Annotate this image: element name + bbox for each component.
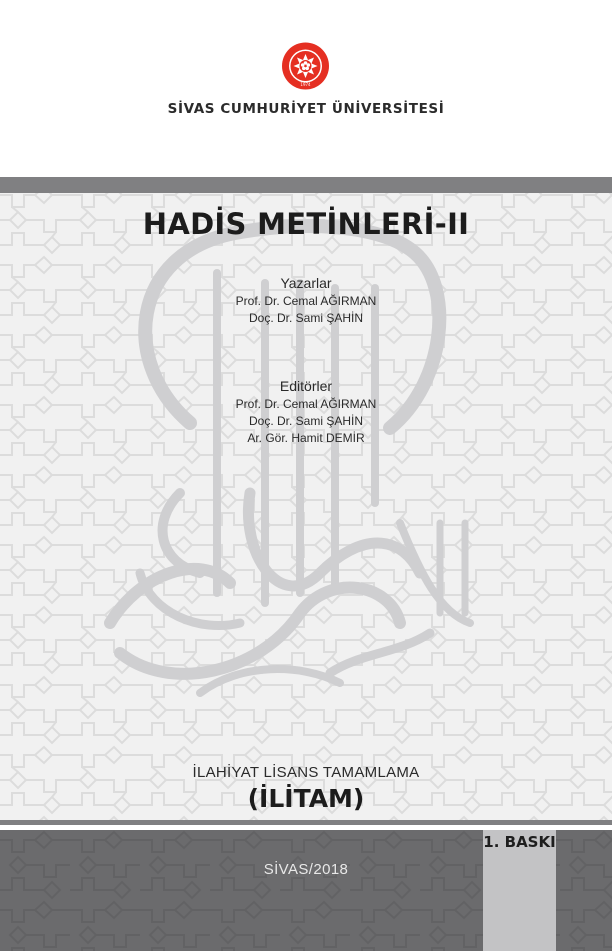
editors-label: Editörler: [279, 378, 333, 394]
edition-badge: [483, 830, 556, 951]
authors-label: Yazarlar: [280, 275, 332, 291]
svg-text:1974: 1974: [300, 82, 311, 87]
edition-label: 1. BASKI: [483, 833, 556, 851]
editor-name: Ar. Gör. Hamit DEMİR: [247, 431, 365, 445]
editor-name: Prof. Dr. Cemal AĞIRMAN: [235, 397, 377, 411]
author-name: Doç. Dr. Sami ŞAHİN: [248, 311, 364, 325]
header-area: [0, 0, 612, 177]
author-name: Prof. Dr. Cemal AĞIRMAN: [235, 294, 377, 308]
top-divider-band: [0, 177, 612, 193]
place-year: SİVAS/2018: [263, 861, 349, 878]
university-seal-icon: [275, 41, 336, 91]
program-name: İLAHİYAT LİSANS TAMAMLAMA: [192, 764, 420, 781]
university-name: SİVAS CUMHURİYET ÜNİVERSİTESİ: [167, 101, 445, 117]
book-title: HADİS METİNLERİ-II: [142, 207, 470, 241]
program-acronym: (İLİTAM): [247, 784, 365, 813]
editor-name: Doç. Dr. Sami ŞAHİN: [248, 414, 364, 428]
